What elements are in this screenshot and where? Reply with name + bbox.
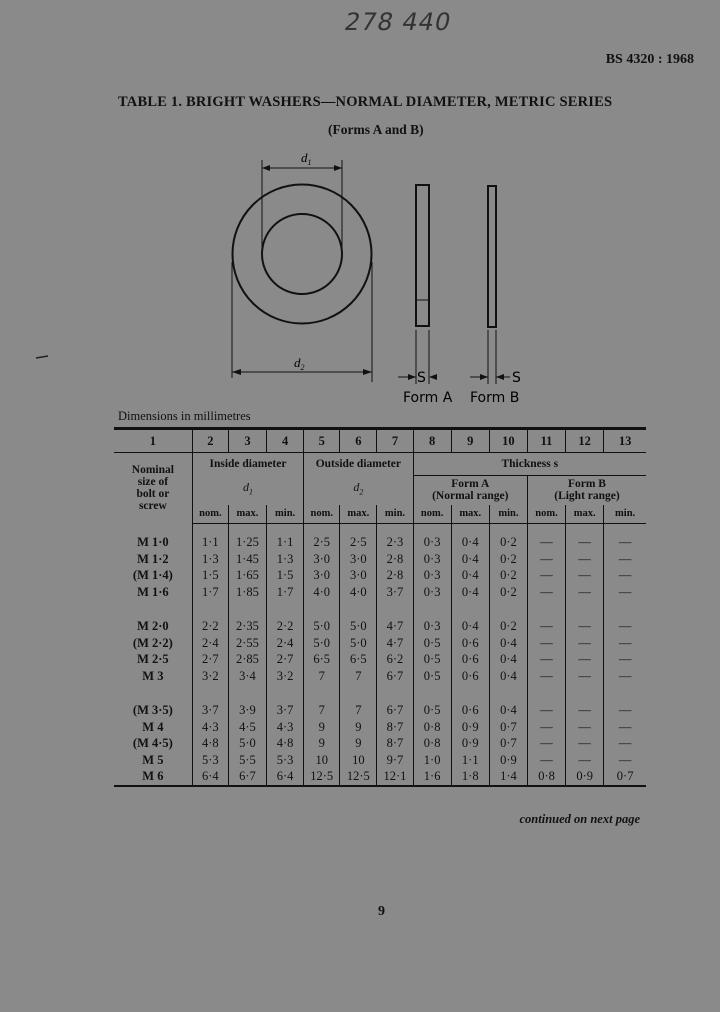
value-cell: 0·4	[489, 668, 527, 685]
spacer-cell	[267, 684, 304, 702]
value-cell: 9·7	[377, 752, 413, 769]
value-cell: 4·3	[192, 719, 228, 736]
value-cell: 0·5	[413, 668, 451, 685]
table-row	[114, 752, 646, 769]
spacer-cell	[489, 600, 527, 618]
value-cell: 5·0	[340, 635, 377, 652]
column-number: 2	[192, 429, 228, 453]
d2-arrow-left	[232, 369, 241, 375]
value-cell: 4·0	[304, 584, 340, 601]
value-cell: 0·2	[489, 524, 527, 551]
form-a-thickness-arrow	[408, 374, 416, 380]
value-cell: 0·7	[489, 719, 527, 736]
table-row	[114, 551, 646, 568]
value-cell: —	[527, 719, 565, 736]
value-cell: 1·3	[192, 551, 228, 568]
value-cell: —	[527, 651, 565, 668]
value-cell: 1·3	[267, 551, 304, 568]
form-b-label: Form B	[470, 390, 520, 406]
value-cell: —	[604, 668, 646, 685]
subheader-cell: nom.	[413, 505, 451, 524]
value-cell: 0·3	[413, 584, 451, 601]
subheader-cell: max.	[566, 505, 604, 524]
bolt-size-cell: (M 3·5)	[132, 703, 173, 718]
value-cell: 4·7	[377, 618, 413, 635]
value-cell: 0·5	[413, 651, 451, 668]
d2-arrow-right	[363, 369, 372, 375]
column-number: 9	[451, 429, 489, 453]
value-cell: —	[566, 719, 604, 736]
value-cell: 1·8	[451, 768, 489, 786]
form-b-thickness-arrow	[480, 374, 488, 380]
value-cell: 3·2	[267, 668, 304, 685]
value-cell: 12·1	[377, 768, 413, 786]
thickness-header: Thickness s	[413, 453, 646, 476]
value-cell: —	[566, 524, 604, 551]
subheader-cell: max.	[451, 505, 489, 524]
value-cell: —	[527, 635, 565, 652]
spacer-cell	[304, 684, 340, 702]
subheader-row	[114, 505, 646, 524]
value-cell: 1·6	[413, 768, 451, 786]
value-cell: 0·2	[489, 551, 527, 568]
spacer-cell	[228, 600, 266, 618]
table-row	[114, 702, 646, 719]
table-row	[114, 735, 646, 752]
table-row	[114, 768, 646, 786]
value-cell: 1·65	[228, 567, 266, 584]
value-cell: 3·4	[228, 668, 266, 685]
spacer-cell	[340, 600, 377, 618]
spacer-cell	[192, 600, 228, 618]
subheader-cell: nom.	[304, 505, 340, 524]
subheader-cell: nom.	[527, 505, 565, 524]
value-cell: 0·3	[413, 567, 451, 584]
table-row	[114, 719, 646, 736]
group-spacer	[114, 684, 646, 702]
nominal-header-line: screw	[138, 500, 167, 513]
spacer-cell	[114, 600, 192, 618]
value-cell: 0·4	[451, 584, 489, 601]
value-cell: 1·1	[192, 524, 228, 551]
bolt-size-cell: M 5	[142, 752, 164, 767]
spacer-cell	[377, 684, 413, 702]
value-cell: 0·4	[489, 702, 527, 719]
value-cell: 2·8	[377, 551, 413, 568]
bolt-size-cell: M 6	[114, 768, 192, 786]
column-number: 3	[228, 429, 266, 453]
column-number: 10	[489, 429, 527, 453]
value-cell: —	[527, 551, 565, 568]
table-row	[114, 668, 646, 685]
value-cell: 3·0	[304, 567, 340, 584]
value-cell: —	[604, 524, 646, 551]
units-note: Dimensions in millimetres	[118, 409, 251, 423]
value-cell: 0·6	[451, 635, 489, 652]
value-cell: 2·3	[377, 524, 413, 551]
value-cell: 7	[304, 668, 340, 685]
value-cell: 8·7	[377, 719, 413, 736]
value-cell: 5·0	[304, 635, 340, 652]
table-row	[114, 651, 646, 668]
value-cell: —	[604, 735, 646, 752]
value-cell: —	[566, 618, 604, 635]
subheader-cell: min.	[377, 505, 413, 524]
table-title: TABLE 1. BRIGHT WASHERS—NORMAL DIAMETER, METRIC SERIES	[118, 94, 613, 110]
continued-note: continued on next page	[519, 812, 640, 826]
value-cell: 6·7	[228, 768, 266, 786]
subheader-cell: max.	[228, 505, 266, 524]
value-cell: —	[566, 702, 604, 719]
form-a-range-label: (Normal range)	[432, 490, 509, 503]
bolt-size-cell: (M 2·2)	[132, 635, 173, 650]
form-b-header-label: Form B	[567, 478, 606, 491]
value-cell: 0·7	[489, 735, 527, 752]
value-cell: 3·0	[304, 551, 340, 568]
value-cell: —	[566, 651, 604, 668]
spacer-cell	[566, 600, 604, 618]
value-cell: 0·2	[489, 618, 527, 635]
outside-diameter-symbol: $d_2$	[304, 475, 413, 505]
nominal-size-header	[114, 453, 192, 524]
column-number: 6	[340, 429, 377, 453]
value-cell: —	[604, 752, 646, 769]
value-cell: 7	[340, 668, 377, 685]
column-number-row	[114, 429, 646, 453]
value-cell: 3·7	[377, 584, 413, 601]
value-cell: 2·4	[267, 635, 304, 652]
subheader-cell: min.	[604, 505, 646, 524]
column-number: 7	[377, 429, 413, 453]
value-cell: —	[527, 567, 565, 584]
value-cell: —	[527, 702, 565, 719]
value-cell: —	[604, 651, 646, 668]
bolt-size-cell: M 1·0	[137, 535, 169, 549]
value-cell: 7	[304, 702, 340, 719]
group-spacer	[114, 600, 646, 618]
value-cell: 5·3	[192, 752, 228, 769]
value-cell: 0·9	[566, 768, 604, 786]
subheader-cell: min.	[267, 505, 304, 524]
value-cell: 1·85	[228, 584, 266, 601]
table-row	[114, 618, 646, 635]
column-number: 5	[304, 429, 340, 453]
form-a-profile	[416, 185, 429, 326]
value-cell: —	[604, 618, 646, 635]
value-cell: 1·5	[192, 567, 228, 584]
value-cell: 5·5	[228, 752, 266, 769]
value-cell: 6·2	[377, 651, 413, 668]
value-cell: 3·7	[192, 702, 228, 719]
spacer-cell	[228, 684, 266, 702]
form-a-range-header	[413, 475, 527, 505]
inside-diameter-header: Inside diameter	[192, 453, 303, 476]
value-cell: 3·0	[340, 567, 377, 584]
spacer-cell	[114, 684, 192, 702]
value-cell: —	[604, 551, 646, 568]
value-cell: 0·9	[451, 735, 489, 752]
form-a-s-label: S	[417, 370, 426, 386]
page-number: 9	[378, 904, 385, 919]
value-cell: 1·7	[267, 584, 304, 601]
value-cell: —	[527, 668, 565, 685]
outside-diameter-header: Outside diameter	[304, 453, 413, 476]
value-cell: 9	[304, 719, 340, 736]
spacer-cell	[527, 600, 565, 618]
spacer-cell	[377, 600, 413, 618]
value-cell: 4·0	[340, 584, 377, 601]
nominal-header-line: size of	[137, 476, 169, 489]
value-cell: 10	[340, 752, 377, 769]
table-row	[114, 635, 646, 652]
value-cell: 0·4	[489, 635, 527, 652]
value-cell: 9	[304, 735, 340, 752]
value-cell: 0·3	[413, 551, 451, 568]
value-cell: 0·9	[451, 719, 489, 736]
washer-inner-circle	[262, 214, 342, 294]
inside-diameter-symbol: $d_1$	[192, 475, 303, 505]
form-b-range-label: (Light range)	[554, 490, 620, 503]
form-b-range-header	[527, 475, 646, 505]
table-row	[114, 524, 646, 551]
value-cell: 0·4	[451, 567, 489, 584]
value-cell: 8·7	[377, 735, 413, 752]
value-cell: 12·5	[304, 768, 340, 786]
d1-arrow-right	[334, 165, 342, 171]
value-cell: —	[527, 584, 565, 601]
spacer-cell	[604, 600, 646, 618]
value-cell: —	[566, 668, 604, 685]
value-cell: 4·3	[267, 719, 304, 736]
value-cell: 0·5	[413, 635, 451, 652]
column-number: 8	[413, 429, 451, 453]
value-cell: 0·9	[489, 752, 527, 769]
value-cell: 1·4	[489, 768, 527, 786]
spacer-cell	[340, 684, 377, 702]
value-cell: 2·55	[228, 635, 266, 652]
value-cell: 6·7	[377, 668, 413, 685]
value-cell: 0·6	[451, 651, 489, 668]
value-cell: 4·7	[377, 635, 413, 652]
form-b-s-label: S	[512, 370, 521, 386]
value-cell: 0·3	[413, 524, 451, 551]
value-cell: 6·4	[192, 768, 228, 786]
d1-arrow-left	[262, 165, 270, 171]
value-cell: —	[527, 524, 565, 551]
value-cell: 0·4	[489, 651, 527, 668]
bolt-size-cell: M 2·5	[137, 652, 169, 667]
spacer-cell	[527, 684, 565, 702]
bolt-size-cell: M 2·0	[137, 619, 169, 634]
value-cell: 6·5	[304, 651, 340, 668]
subheader-cell: max.	[340, 505, 377, 524]
value-cell: 9	[340, 735, 377, 752]
value-cell: 2·2	[267, 618, 304, 635]
value-cell: —	[527, 735, 565, 752]
value-cell: 2·8	[377, 567, 413, 584]
value-cell: 0·8	[527, 768, 565, 786]
value-cell: 4·8	[192, 735, 228, 752]
column-number: 11	[527, 429, 565, 453]
bolt-size-cell: M 3	[142, 668, 164, 683]
value-cell: 2·4	[192, 635, 228, 652]
d2-label: $d_2$	[294, 355, 305, 372]
value-cell: 6·7	[377, 702, 413, 719]
value-cell: —	[566, 567, 604, 584]
value-cell: 4·5	[228, 719, 266, 736]
bolt-size-cell: M 1·6	[137, 584, 169, 599]
value-cell: —	[604, 702, 646, 719]
table-row	[114, 584, 646, 601]
value-cell: —	[604, 584, 646, 601]
value-cell: 1·45	[228, 551, 266, 568]
table-subtitle: (Forms A and B)	[328, 122, 424, 137]
washer-outer-circle	[233, 185, 372, 324]
value-cell: —	[604, 635, 646, 652]
value-cell: —	[604, 719, 646, 736]
value-cell: 9	[340, 719, 377, 736]
value-cell: 1·1	[267, 524, 304, 551]
value-cell: 0·3	[413, 618, 451, 635]
value-cell: 0·6	[451, 702, 489, 719]
value-cell: —	[566, 635, 604, 652]
value-cell: 5·0	[228, 735, 266, 752]
value-cell: —	[566, 584, 604, 601]
value-cell: 5·3	[267, 752, 304, 769]
bolt-size-cell: (M 4·5)	[132, 736, 173, 751]
value-cell: —	[604, 567, 646, 584]
value-cell: 2·5	[340, 524, 377, 551]
value-cell: 2·5	[304, 524, 340, 551]
spacer-cell	[604, 684, 646, 702]
value-cell: 0·4	[451, 524, 489, 551]
form-b-profile	[488, 186, 496, 327]
value-cell: 0·6	[451, 668, 489, 685]
subheader-cell: nom.	[192, 505, 228, 524]
washer-dimensions-table	[114, 427, 646, 787]
value-cell: 3·9	[228, 702, 266, 719]
value-cell: 0·4	[451, 551, 489, 568]
value-cell: 1·5	[267, 567, 304, 584]
value-cell: 12·5	[340, 768, 377, 786]
value-cell: 1·25	[228, 524, 266, 551]
value-cell: —	[527, 752, 565, 769]
header-row-2	[114, 475, 646, 505]
value-cell: 6·5	[340, 651, 377, 668]
value-cell: 0·7	[604, 768, 646, 786]
column-number: 4	[267, 429, 304, 453]
subheader-cell: min.	[489, 505, 527, 524]
spacer-cell	[267, 600, 304, 618]
value-cell: 2·7	[267, 651, 304, 668]
spacer-cell	[192, 684, 228, 702]
value-cell: 3·7	[267, 702, 304, 719]
form-a-header-label: Form A	[451, 478, 490, 491]
value-cell: —	[566, 735, 604, 752]
value-cell: 2·85	[228, 651, 266, 668]
value-cell: 6·4	[267, 768, 304, 786]
value-cell: 5·0	[340, 618, 377, 635]
value-cell: 1·0	[413, 752, 451, 769]
value-cell: 0·4	[451, 618, 489, 635]
nominal-header-line: bolt or	[136, 488, 170, 501]
column-number: 13	[604, 429, 646, 453]
value-cell: 1·1	[451, 752, 489, 769]
value-cell: 3·0	[340, 551, 377, 568]
value-cell: 0·2	[489, 584, 527, 601]
spacer-cell	[304, 600, 340, 618]
value-cell: 2·7	[192, 651, 228, 668]
value-cell: 4·8	[267, 735, 304, 752]
column-number: 12	[566, 429, 604, 453]
scan-mark	[36, 356, 48, 358]
spacer-cell	[451, 684, 489, 702]
spacer-cell	[451, 600, 489, 618]
value-cell: 0·8	[413, 719, 451, 736]
bolt-size-cell: (M 1·4)	[132, 568, 173, 583]
value-cell: 0·5	[413, 702, 451, 719]
value-cell: 5·0	[304, 618, 340, 635]
spacer-cell	[566, 684, 604, 702]
value-cell: 2·35	[228, 618, 266, 635]
spacer-cell	[413, 600, 451, 618]
header-row-1	[114, 453, 646, 476]
column-number: 1	[114, 429, 192, 453]
value-cell: 1·7	[192, 584, 228, 601]
standard-number: BS 4320 : 1968	[605, 52, 694, 67]
value-cell: 0·8	[413, 735, 451, 752]
spacer-cell	[489, 684, 527, 702]
value-cell: 2·2	[192, 618, 228, 635]
nominal-header-line: Nominal	[131, 464, 174, 477]
value-cell: —	[566, 551, 604, 568]
form-a-label: Form A	[403, 390, 453, 406]
handwritten-reference-number: 278 440	[342, 8, 455, 36]
bolt-size-cell: M 4	[142, 719, 164, 734]
value-cell: 3·2	[192, 668, 228, 685]
value-cell: 0·2	[489, 567, 527, 584]
value-cell: —	[566, 752, 604, 769]
bolt-size-cell: M 1·2	[137, 551, 169, 566]
value-cell: 7	[340, 702, 377, 719]
table-row	[114, 567, 646, 584]
value-cell: 10	[304, 752, 340, 769]
spacer-cell	[413, 684, 451, 702]
d1-label: $d_1$	[301, 150, 312, 167]
value-cell: —	[527, 618, 565, 635]
washer-diagram	[0, 0, 720, 410]
